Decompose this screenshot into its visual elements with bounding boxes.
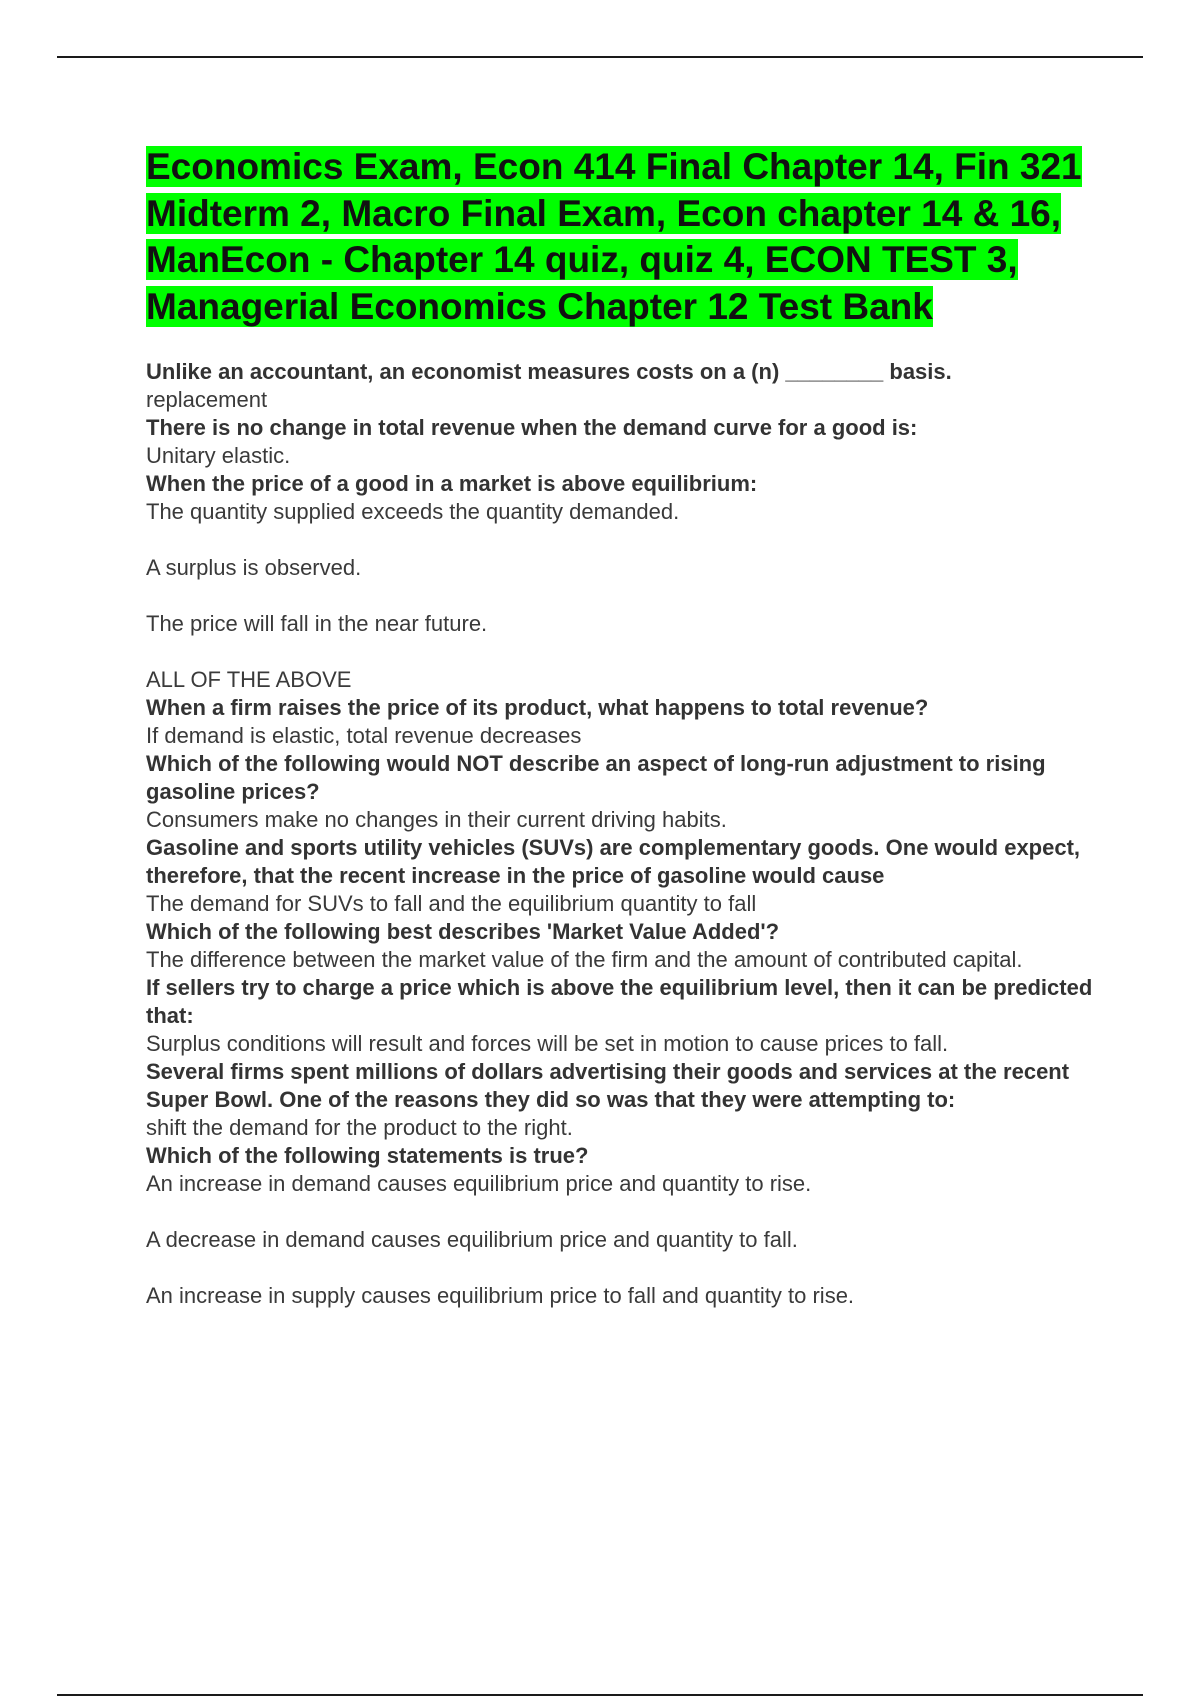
answer-text: An increase in demand causes equilibrium price and quantity to rise. A decrease in demand causes equilibrium price and quantity to fall. An increase in supply causes equilibrium price to fall and quantity to rise. bbox=[146, 1171, 855, 1308]
document-body bbox=[146, 144, 1099, 1310]
answer-text: If demand is elastic, total revenue decreases bbox=[146, 723, 582, 748]
answer-text: replacement bbox=[146, 387, 268, 412]
question-text: There is no change in total revenue when the demand curve for a good is: bbox=[146, 415, 918, 440]
answer-text: shift the demand for the product to the right. bbox=[146, 1115, 573, 1140]
question-text: When the price of a good in a market is above equilibrium: bbox=[146, 471, 758, 496]
top-divider bbox=[57, 56, 1143, 58]
question-text: Which of the following best describes 'Market Value Added'? bbox=[146, 919, 780, 944]
answer-text: The difference between the market value of the firm and the amount of contributed capital. bbox=[146, 947, 1023, 972]
answer-text: Unitary elastic. bbox=[146, 443, 291, 468]
qa-item bbox=[146, 974, 1099, 1058]
question-text: When a firm raises the price of its product, what happens to total revenue? bbox=[146, 695, 929, 720]
answer-text: Surplus conditions will result and forces will be set in motion to cause prices to fall. bbox=[146, 1031, 949, 1056]
answer-text: Consumers make no changes in their current driving habits. bbox=[146, 807, 727, 832]
question-text: Which of the following would NOT describe an aspect of long-run adjustment to rising gasoline prices? bbox=[146, 751, 1052, 804]
qa-item bbox=[146, 918, 1096, 974]
title-highlight: Economics Exam, Econ 414 Final Chapter 14, Fin 321 Midterm 2, Macro Final Exam, Econ chapter 14 & 16, ManEcon - Chapter 14 quiz, quiz 4, ECON TEST 3, Managerial Economics Chapter 12 Test Bank bbox=[146, 146, 1082, 327]
question-text: Unlike an accountant, an economist measures costs on a (n) ________ basis. bbox=[146, 359, 952, 384]
qa-item bbox=[146, 694, 1096, 750]
answer-text: The quantity supplied exceeds the quantity demanded. A surplus is observed. The price will fall in the near future. ALL OF THE ABOVE bbox=[146, 499, 680, 692]
document-title bbox=[146, 144, 1096, 330]
qa-item bbox=[146, 1142, 1096, 1310]
qa-item bbox=[146, 750, 1096, 834]
qa-item bbox=[146, 414, 1096, 470]
question-text: Which of the following statements is true? bbox=[146, 1143, 589, 1168]
answer-text: The demand for SUVs to fall and the equilibrium quantity to fall bbox=[146, 891, 757, 916]
question-text: Gasoline and sports utility vehicles (SUVs) are complementary goods. One would expect, therefore, that the recent increase in the price of gasoline would cause bbox=[146, 835, 1087, 888]
qa-item bbox=[146, 358, 1096, 414]
bottom-divider bbox=[57, 1694, 1143, 1696]
qa-list bbox=[146, 358, 1099, 1310]
qa-item bbox=[146, 834, 1096, 918]
question-text: If sellers try to charge a price which is above the equilibrium level, then it can be predicted that: bbox=[146, 975, 1099, 1028]
qa-item bbox=[146, 1058, 1096, 1142]
qa-item bbox=[146, 470, 1096, 694]
question-text: Several firms spent millions of dollars advertising their goods and services at the recent Super Bowl. One of the reasons they did so was that they were attempting to: bbox=[146, 1059, 1076, 1112]
